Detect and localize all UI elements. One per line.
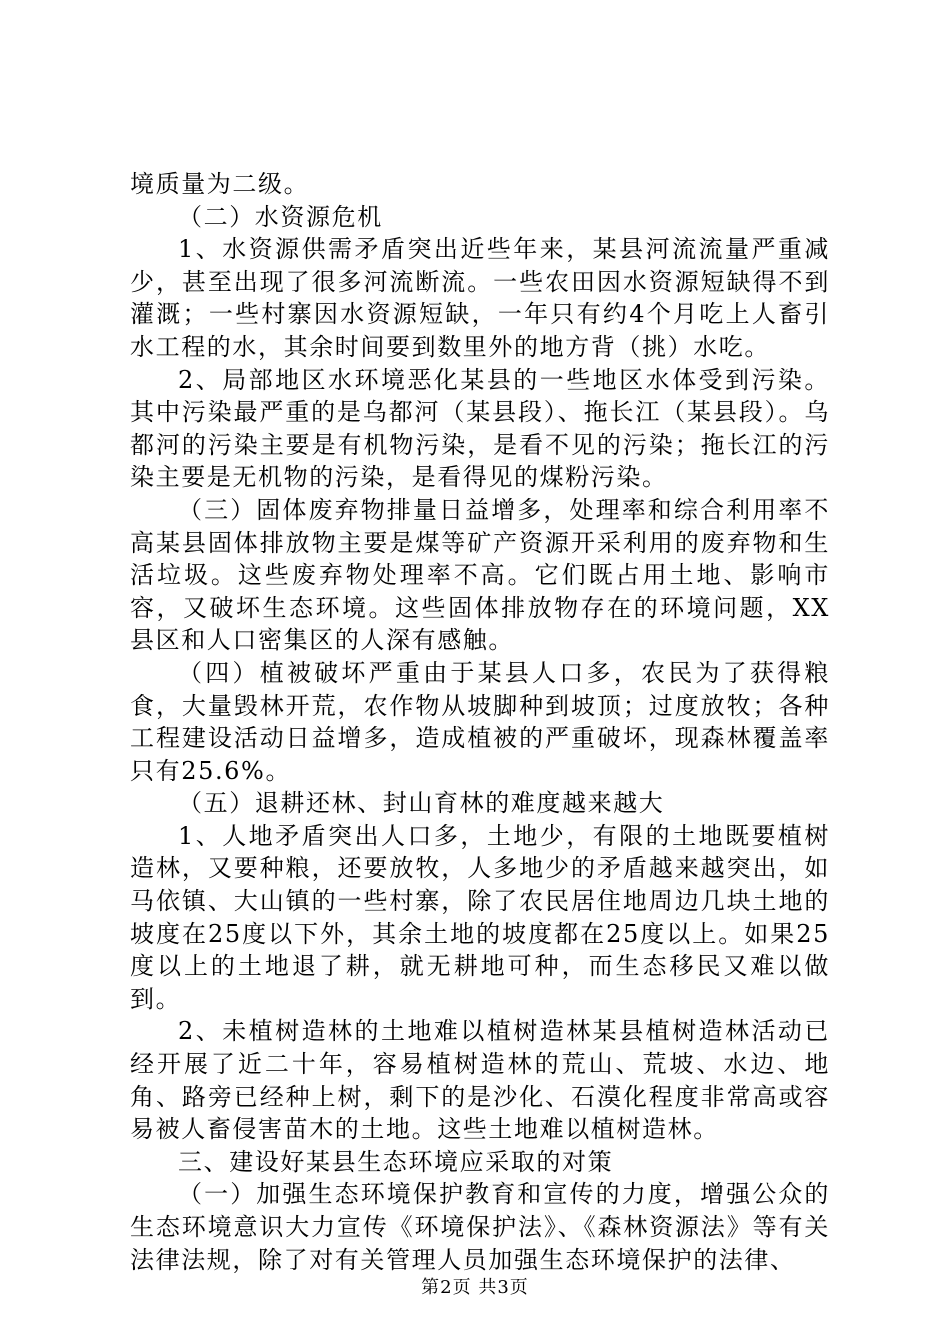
paragraph-education: （一）加强生态环境保护教育和宣传的力度，增强公众的生态环境意识大力宣传《环境保护法》、《森林资源法》等有关法律法规，除了对有关管理人员加强生态环境保护的法律、 (130, 1180, 830, 1274)
paragraph-water-supply: 1、水资源供需矛盾突出近些年来，某县河流流量严重减少，甚至出现了很多河流断流。一些农田因水资源短缺得不到灌溉；一些村寨因水资源短缺，一年只有约4个月吃上人畜引水工程的水，其余时间要到数里外的地方背（挑）水吃。 (130, 235, 830, 361)
paragraph-water-pollution: 2、局部地区水环境恶化某县的一些地区水体受到污染。其中污染最严重的是乌都河（某县段）、拖长江（某县段）。乌都河的污染主要是有机物污染，是看不见的污染；拖长江的污染主要是无机物的污染，是看得见的煤粉污染。 (130, 365, 830, 492)
section-heading-countermeasures: 三、建设好某县生态环境应采取的对策 (178, 1147, 614, 1176)
paragraph-continuation: 境质量为二级。 (130, 170, 310, 198)
paragraph-unforested-land: 2、未植树造林的土地难以植树造林某县植树造林活动已经开展了近二十年，容易植树造林的荒山、荒坡、水边、地角、路旁已经种上树，剩下的是沙化、石漠化程度非常高或容易被人畜侵害苗木的土地。这些土地难以植树造林。 (130, 1017, 830, 1144)
paragraph-solid-waste: （三）固体废弃物排量日益增多，处理率和综合利用率不高某县固体排放物主要是煤等矿产资源开采利用的废弃物和生活垃圾。这些废弃物处理率不高。它们既占用土地、影响市容，又破坏生态环境。这些固体排放物存在的环境问题，XX县区和人口密集区的人深有感触。 (130, 495, 830, 655)
section-heading-reforestation: （五）退耕还林、封山育林的难度越来越大 (178, 789, 665, 818)
document-body (130, 168, 830, 1276)
paragraph-land-conflict: 1、人地矛盾突出人口多，土地少，有限的土地既要植树造林，又要种粮，还要放牧，人多地少的矛盾越来越突出，如马依镇、大山镇的一些村寨，除了农民居住地周边几块土地的坡度在25度以下外，其余土地的坡度都在25度以上。如果25度以上的土地退了耕，就无耕地可种，而生态移民又难以做到。 (130, 821, 830, 1013)
page-footer: 第2页 共3页 (421, 1277, 529, 1298)
paragraph-vegetation: （四）植被破坏严重由于某县人口多，农民为了获得粮食，大量毁林开荒，农作物从坡脚种到坡顶；过度放牧；各种工程建设活动日益增多，造成植被的严重破坏，现森林覆盖率只有25.6%。 (130, 658, 830, 785)
section-heading-water-crisis: （二）水资源危机 (178, 202, 383, 231)
